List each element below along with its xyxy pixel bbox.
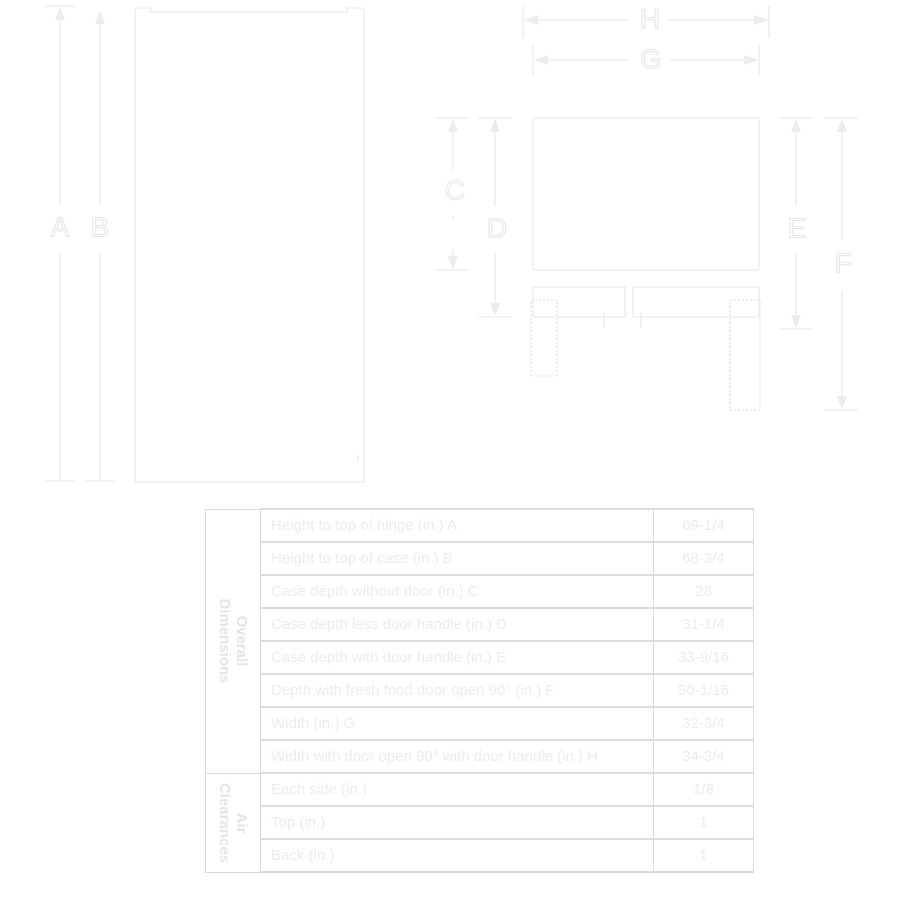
spec-value: 34-3/4	[654, 740, 754, 773]
table-row	[206, 542, 754, 575]
spec-label: Back (in.)	[261, 839, 654, 872]
spec-value: 32-3/4	[654, 707, 754, 740]
spec-label: Case depth less door handle (in.) D	[261, 608, 654, 641]
group-label-cell	[206, 773, 261, 872]
table-row	[206, 707, 754, 740]
table-row	[206, 575, 754, 608]
spec-label: Height to top of hinge (in.) A	[261, 509, 654, 542]
label-e: E	[787, 212, 807, 244]
spec-value: 68-3/4	[654, 542, 754, 575]
spec-value: 1	[654, 806, 754, 839]
dimension-c-line	[436, 118, 470, 270]
label-f: F	[834, 247, 852, 279]
spec-label: Width with door open 90° with door handle (in.) H	[261, 740, 654, 773]
label-a: A	[50, 211, 70, 243]
front-view	[135, 8, 364, 482]
table-row	[206, 740, 754, 773]
spec-value: 33-9/16	[654, 641, 754, 674]
label-g: G	[640, 43, 662, 75]
spec-label: Top (in.)	[261, 806, 654, 839]
specifications-table	[205, 508, 754, 873]
dimension-e-line	[779, 118, 813, 329]
dimension-f-line	[824, 118, 858, 410]
spec-value: 1/8	[654, 773, 754, 806]
group-label-cell	[206, 509, 261, 773]
group-label	[216, 782, 250, 862]
table-row	[206, 641, 754, 674]
dimension-g-line	[533, 43, 759, 76]
dimension-b-line	[85, 11, 114, 481]
label-h: H	[639, 3, 661, 35]
dimension-a-line	[45, 6, 75, 481]
spec-label: Each side (in.)	[261, 773, 654, 806]
label-b: B	[90, 211, 110, 243]
label-c: C	[444, 174, 466, 206]
group-label-line1: Air	[233, 812, 250, 833]
group-label-line1: Overall	[233, 615, 250, 667]
group-label-line2: Dimensions	[216, 598, 233, 684]
group-label-line2: Clearances	[216, 782, 233, 863]
spec-value: 31-1/4	[654, 608, 754, 641]
table-row	[206, 773, 754, 806]
dimension-h-line	[523, 3, 769, 38]
spec-value: 1	[654, 839, 754, 872]
spec-label: Case depth with door handle (in.) E	[261, 641, 654, 674]
table-row	[206, 674, 754, 707]
table-row	[206, 608, 754, 641]
table-row	[206, 839, 754, 872]
table-row	[206, 806, 754, 839]
spec-label: Height to top of case (in.) B	[261, 542, 654, 575]
spec-value: 50-1/16	[654, 674, 754, 707]
spec-label: Width (in.) G	[261, 707, 654, 740]
spec-label: Case depth without door (in.) C	[261, 575, 654, 608]
spec-value: 69-1/4	[654, 509, 754, 542]
label-d: D	[486, 212, 508, 244]
top-view	[531, 118, 760, 410]
table-row	[206, 509, 754, 542]
dimension-d-line	[478, 118, 512, 317]
spec-label: Depth with fresh food door open 90° (in.) F	[261, 674, 654, 707]
group-label	[216, 598, 250, 683]
spec-value: 28	[654, 575, 754, 608]
